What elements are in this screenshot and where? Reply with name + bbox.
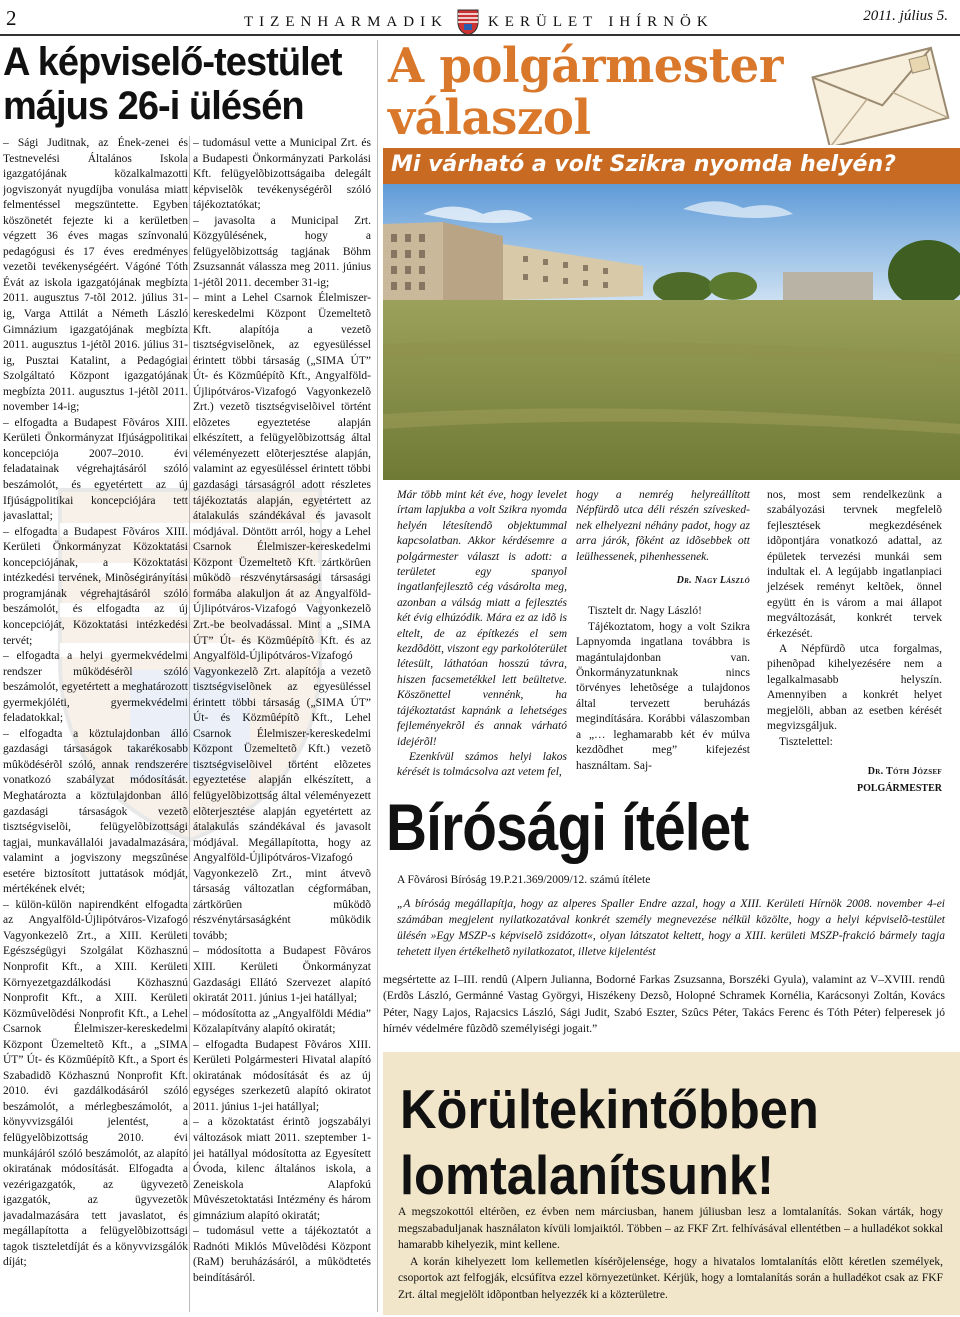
- court-verdict-quote: „A bíróság megállapítja, hogy az alperes Spaller Endre azzal, hogy a XIII. Kerületi Hírnök 2008. november 4-ei számában megjelent nyilatkozatával konkrét személy megnevezése nélkül közölte, hogy a helyi képviselõ-testület ülésén »Egy MSZP-s képviselõ zsidózott«, olyan látszatot keltett, hogy a XIII. kerületi MSZP-frakció bármely tagja tehetett ilyen értékelhetõ nyilatkozatot, illetve kijelentést: [397, 898, 945, 958]
- council-column-1: [3, 136, 188, 1316]
- letter: I: [420, 13, 432, 30]
- letter: R: [647, 13, 664, 30]
- mayor-reply-column-2: [767, 488, 942, 797]
- reply-salutation: Tisztelt dr. Nagy László!: [588, 605, 702, 618]
- letter: E: [504, 13, 520, 30]
- reply-closing: Tisztelettel:: [779, 735, 833, 748]
- letter: H: [317, 13, 335, 30]
- letter: E: [567, 13, 584, 30]
- letter: H: [619, 13, 637, 30]
- reader-letter-end: hogy a nemrég helyreállított Népfürdõ utca déli részén szíveskednek elhelyezni néhány padot, hogy az arra járók, fõként az idõsebbek ott leülhessenek, pihenhessenek.: [576, 489, 750, 563]
- letter: N: [663, 13, 681, 30]
- letter: D: [403, 13, 421, 30]
- district-crest-icon: [456, 8, 480, 36]
- council-paragraph: – javasolta a Municipal Zrt. Közgyûlésének, hogy a felügyelõbizottság tagjának Böhm Zsuzsannát válassza meg 2011. június 1-jétõl 2011. december 31-ig;: [193, 214, 371, 289]
- letter: K: [431, 13, 448, 30]
- letter: K: [696, 13, 714, 30]
- section-divider: [377, 40, 378, 1312]
- letter: Ö: [680, 13, 697, 30]
- council-paragraph: – módosította az „Angyalföldi Média” Közalapítvány alapító okiratát;: [193, 1007, 371, 1036]
- page-number: 2: [6, 6, 17, 30]
- letter: K: [487, 13, 505, 30]
- envelope-icon: [800, 40, 955, 145]
- council-paragraph: – elfogadta a köztulajdonban álló gazdasági társaságok takarékosabb mûködésérõl szóló, annak rendszerére vonatkozó szabályzat módosítását. Meghatározta a köztulajdonban álló gazdasági társaságok vezetõ tisztségviselõi, felügyelõbizottsági tagjai, munkavállalói javadalmazására, valamint a jogviszony megszûnése esetére biztosított juttatások módját, mértékének elvét;: [3, 727, 188, 896]
- cleanup-paragraph: A megszokottól eltérõen, ez évben nem márciusban, hanem júliusban lesz a lomtalanítás. Sokan várták, hogy megszabaduljanak használaton kívüli lomjaiktól. Többen – az FKF Zrt. felhívásával ellentétben – a hulladékot sokkal hamarabb kihelyezik, mint kellene.: [398, 1206, 943, 1251]
- letter: A: [334, 13, 352, 30]
- letter: N: [300, 13, 318, 30]
- council-paragraph: – tudomásul vette a Municipal Zrt. és a Budapesti Önkormányzati Parkolási Kft. felügyelõbizottságaiba delegált képviselõk tevékenységérõl szóló tájékoztatókat;: [193, 137, 371, 212]
- cleanup-paragraph: A korán kihelyezett lom kellemetlen kísérõjelensége, hogy a hivatalos lomtalanítás elõtt kéretlen személyek, csoportok azt felfogják, elcsúfítva ezzel környezetünket. Kérjük, hogy a lomtalanítás során a hulladékot csak az FKF Zrt. által megjelölt idõpontban helyezzék ki a közterületre.: [398, 1255, 943, 1301]
- council-paragraph: – elfogadta a Budapest Fõváros XIII. Kerületi Önkormányzat Közoktatási koncepciójának, a Közoktatási intézkedési tervének, Minõségirányítási programjának végrehajtásáról szóló beszámolót, és elfogadta az új koncepcióját, Közoktatási intézkedési tervét;: [3, 525, 188, 647]
- letter-signature: Dr. Nagy László: [676, 575, 750, 587]
- court-verdict-reference: A Fõvárosi Bíróság 19.P.21.369/2009/12. számú ítélete: [397, 874, 651, 886]
- mayor-signature-title: POLGÁRMESTER: [856, 783, 942, 795]
- cleanup-title-line2: lomtalanítsunk!: [400, 1144, 774, 1206]
- council-paragraph: – külön-külön napirendként elfogadta az Angyalföld-Újlipótváros-Vizafogó Vagyonkezelõ Zrt., a XIII. Kerületi Egészségügyi Szolgálat Közhasznú Nonprofit Kft., a XIII. Kerületi Környezetgazdálkodási Közhasznú Nonprofit Kft., a XIII. Kerületi Közmûvelõdési Nonprofit Kft., a Lehel Csarnok Élelmiszer-kereskedelmi Központ Üzemeltetõ Kft., a „SIMA ÚT” Út- és Közmûépítõ Kft., a Sport és Szabadidõ Közhasznú Nonprofit Kft. 2010. évi gazdálkodásáról szóló beszámolót, a mérlegbeszámolót, a könyvvizsgálói jelentést, a felügyelõbizottság 2010. évi munkájáról szóló beszámolót, az alapító okiratának módosítását. Elfogadta a vezérigazgatók, az ügyvezetõ igazgatók, az ügyvezetõk javadalmazására tett javaslatot, és megállapította a felügyelõbizottsági tagok tiszteletdíját és a könyvvizsgálók díját;: [3, 898, 188, 1269]
- council-paragraph: – mint a Lehel Csarnok Élelmiszer-kereskedelmi Központ Üzemeltetõ Kft. alapítója a vezetõ tisztségviselõnek, az egyesüléssel érintett többi társaság („SIMA ÚT” Út- és Közmûépítõ Kft., Angyalföld-Újlipótváros-Vizafogó Vagyonkezelõ Zrt.) vezetõ tisztségviselõivel történt elõzetes egyeztetése alapján elkészített, a felügyelõbizottság által véleményezett elõterjesztése alapján, valamint az egyesüléssel érintett többi gazdasági társaságról adott részletes tájékoztatás alapján, egyetértett az átalakulás szándékával és javasolt módjával. Döntött arról, hogy a Lehel Csarnok Élelmiszer-kereskedelmi Központ Üzemeltetõ Kft. zártkörûen mûködõ részvénytársasági társasági formába alakuljon át az Angyalföld-Újlipótváros-Vizafogó Vagyonkezelõ Zrt.-be beolvadással. Mint a „SIMA ÚT” Út- és Közmûépítõ Kft. és az Angyalföld-Újlipótváros-Vizafogó Vagyonkezelõ Zrt. alapítója a vezetõ tisztségviselõnek az egyesüléssel érintett többi társaság („SIMA ÚT” Út- és Közmûépítõ Kft., Lehel Csarnok Élelmiszer-kereskedelmi Központ Üzemeltetõ Kft.) vezetõ tisztségviselõivel történt elõzetes egyeztetése alapján elkészített, a felügyelõbizottság által véleményezett elõterjesztése alapján egyetértett az átalakulás szándékával és javasolt módjával. Megállapította, hogy az Angyalföld-Újlipótváros-Vizafogó Vagyonkezelõ Zrt., mint átvevõ társaság változatlan cégformában, zártkörûen mûködõ részvénytársaságként mûködik tovább;: [193, 292, 371, 942]
- reader-letter-column: [397, 488, 567, 781]
- mayor-question-text: Mi várható a volt Szikra nyomda helyén?: [391, 152, 896, 177]
- council-title-line1: A képviselő-testület: [3, 40, 342, 84]
- council-article-title: [3, 40, 355, 128]
- court-verdict-body: megsértette az I–III. rendû (Alpern Julianna, Bodorné Farkas Zsuzsanna, Borszéki Gyula), valamint az V–XVIII. rendû (Erdõs László, Germánné Vastag Györgyi, Hiszékeny Dezsõ, Holopné Schramek Kornélia, Karácsonyi Zoltán, Kovács Péter, Nagy Lajos, Rajacsics László, Sági Judit, Szabó Eszter, Szûcs Péter, Takács Ferenc és Tóth Péter) felperesek jó hírnév védelmére fûzõdõ személyiségi jogait.”: [383, 974, 945, 1035]
- letter: I: [608, 13, 620, 30]
- mayor-section-title: [388, 40, 783, 144]
- cleanup-title-line1: Körültekintőbben: [400, 1078, 819, 1140]
- council-paragraph: – elfogadta a Budapest Fõváros XIII. Kerületi Önkormányzat Ifjúságpolitikai koncepciója 2007–2010. évi feladatainak végrehajtásáról szóló beszámolót, és egyetértett az új Ifjúságpolitikai koncepciójára tett javaslattal;: [3, 416, 188, 523]
- page-header: [0, 0, 960, 34]
- reply-paragraph: A Népfürdõ utca forgalmas, pihenõpad kihelyezésére nem a legalkalmasabb helyszín. Amennyiben a konkrét helyet megjelöli, abban az esetben kérését megvizsgáljuk.: [767, 643, 942, 733]
- mayor-reply-column-1: [576, 488, 750, 774]
- council-paragraph: – tudomásul vette a tájékoztatót a Radnóti Miklós Mûvelõdési Központ (RaM) beruházásáról, a mûködtetés beindításáról.: [193, 1225, 371, 1284]
- mayor-title-line1: A polgármester: [388, 38, 783, 94]
- letter: Í: [636, 13, 648, 30]
- letter: R: [351, 13, 368, 30]
- mayor-signature-name: Dr. Tóth József: [867, 765, 942, 777]
- council-column-2: [193, 136, 371, 1316]
- letter: T: [583, 13, 599, 30]
- letter: R: [519, 13, 536, 30]
- court-verdict-title: Bírósági ítélet: [386, 790, 749, 864]
- letter: T: [244, 13, 260, 30]
- header-rule: [0, 34, 960, 36]
- council-paragraph: – elfogadta Budapest Fõváros XIII. Kerületi Polgármesteri Hivatal alapító okiratának módosítását és az új egységes szerkezetû alapító okiratot 2011. június 1-jei hatállyal;: [193, 1038, 371, 1113]
- reply-paragraph: nos, most sem rendelkezünk a szabályozási tervnek megfelelõ fejlesztések megkezdésének idõpontjára vonatkozó adattal, az épületek tervezési munkái sem indultak el. A legújabb ingatlanpiaci jelzések reményt keltõek, önnel együtt én is várom a mai állapot megváltozását, konkrét tervek érkezését.: [767, 489, 942, 640]
- issue-date: 2011. július 5.: [863, 8, 948, 24]
- letter: L: [552, 13, 568, 30]
- mayor-title-line2: válaszol: [388, 90, 591, 146]
- mayor-question-banner: [383, 148, 960, 184]
- cleanup-title: [400, 1076, 819, 1208]
- letter: M: [367, 13, 387, 30]
- letter: A: [386, 13, 404, 30]
- letter: Ü: [535, 13, 553, 30]
- newspaper-name: [244, 8, 714, 36]
- reply-paragraph: Tájékoztatom, hogy a volt Szikra Lapnyomda ingatlana továbbra is magántulajdonban van. Önkormányzatunknak nincs törvényes lehetõsége a tulajdonos által tervezett beruházás megindítására. Korábbi válaszomban a „… leghamarabb két év múlva kezdõdhet meg” kifejezést használtam. Saj-: [576, 620, 750, 772]
- szikra-site-photo: [383, 184, 960, 480]
- letter: Z: [270, 13, 286, 30]
- council-title-line2: május 26-i ülésén: [3, 84, 304, 128]
- council-paragraph: – a közoktatást érintõ jogszabályi változások miatt 2011. szeptember 1-jei hatállyal módosította az Egyesített Óvoda, kilenc általános iskola, a Zeneiskola Alapfokú Mûvészetoktatási Intézmény és három gimnázium alapító okiratát;: [193, 1116, 371, 1222]
- council-paragraph: – Sági Juditnak, az Ének-zenei és Testnevelési Általános Iskola igazgatójának közalkalmazotti jogviszonyát nyugdíjba vonulása miatt felmentéssel megszüntette. Egyben köszönetét fejezte ki a kerületben végzett 36 éves magas színvonalú pedagógusi és 17 éves eredményes vezetõi tevékenységéért. Vágóné Tóth Évát az iskola igazgatójának megbízta 2011. augusztus 7-tõl 2012. július 31-ig, Varga Attilát a Németh László Gimnázium igazgatójának megbízta 2011. augusztus 1-jétõl 2016. július 31-ig, Pusztai Katalint, a Pedagógiai Szolgáltató Központ igazgatójának megbízta 2011. augusztus 1-jétõl 2011. november 14-ig;: [3, 137, 188, 414]
- council-paragraph: – elfogadta a helyi gyermekvédelmi rendszer mûködésérõl szóló beszámolót, egyetértett a meghatározott gyermekjóléti, gyermekvédelmi feladatokkal;: [3, 650, 188, 725]
- column-divider: [189, 136, 190, 1312]
- reader-letter-paragraph: Már több mint két éve, hogy levelet írtam lapjukba a volt Szikra nyomda helyén létesítendõ objektummal kapcsolatban. Akkor kérdésemre a polgármester választ is adott: a területet egy spanyol ingatlanfejlesztõ cég vásárolta meg, azonban a válság miatt a fejlesztés két évig elhúzódik. Mára ez az idõ is eltelt, de az építkezés el sem kezdõdött, viszont egy parkolóterület létesült, láthatóan hosszú távra, hiszen facsemetékkel lett beültetve. Köszönettel vennénk, ha tájékoztatást kapnánk a lehetséges fejleményekrõl és annak várható idejérõl!: [397, 489, 567, 748]
- reader-letter-paragraph: Ezenkívül számos helyi lakos kérését is tolmácsolva azt vetem fel,: [397, 750, 567, 779]
- cleanup-text: [398, 1204, 943, 1303]
- council-paragraph: – módosította a Budapest Fõváros XIII. Kerületi Önkormányzat Gazdasági Ellátó Szervezet alapító okiratát 2011. június 1-jei hatállyal;: [193, 945, 371, 1005]
- letter: I: [259, 13, 271, 30]
- letter: E: [285, 13, 301, 30]
